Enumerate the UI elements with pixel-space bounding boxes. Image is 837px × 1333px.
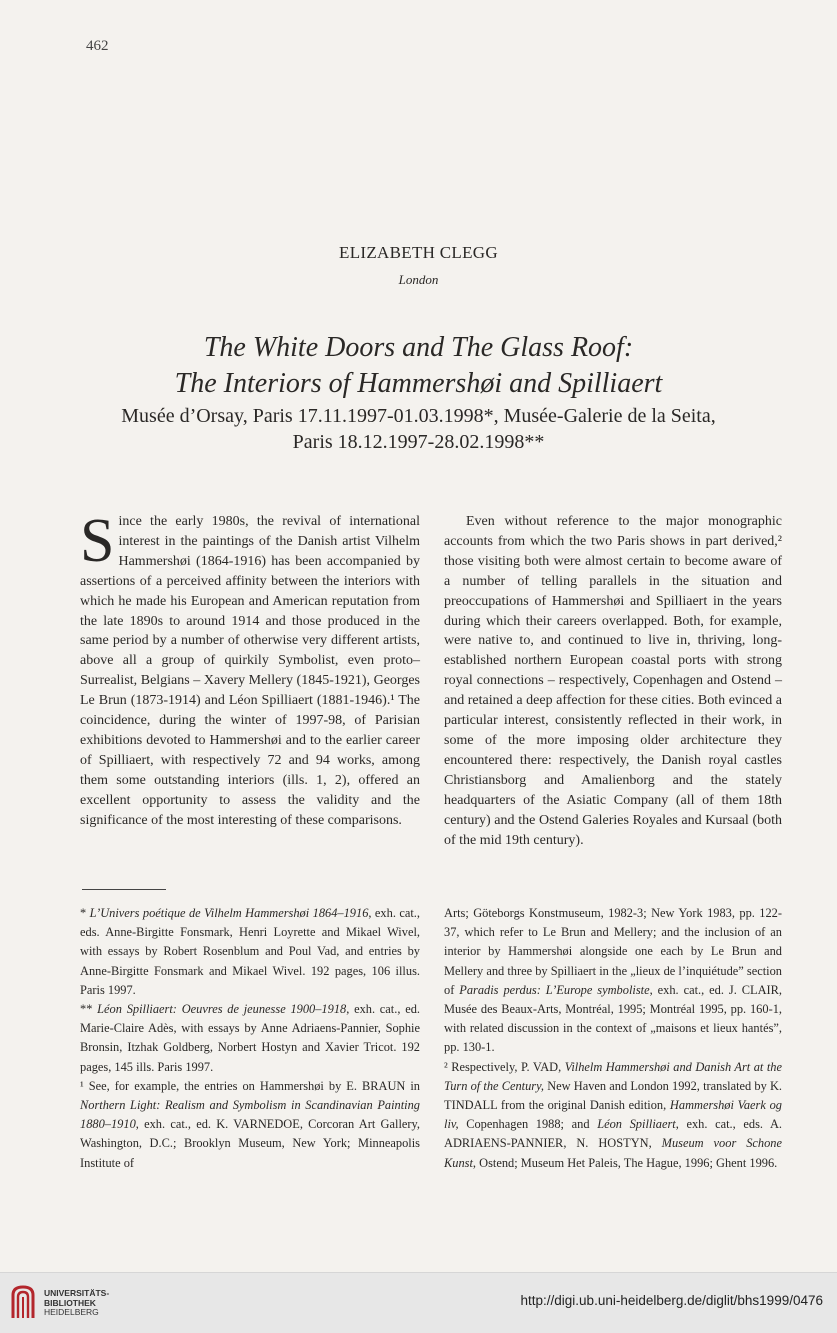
footnote-2: ² Respectively, P. VAD, Vilhelm Hammershøi and Danish Art at the Turn of the Century, New Haven and London 1992, translated by K. TINDALL from the original Danish edition, Hammershøi Vaerk og liv, Copenhagen 1988; and Léon Spilliaert, exh. cat., eds. A. ADRIAENS-PANNIER, N. HOSTYN, Museum voor Schone Kunst, Ostend; Museum Het Paleis, The Hague, 1996; Ghent 1996. — [444, 1059, 782, 1170]
footnote-1: ¹ See, for example, the entries on Hammershøi by E. BRAUN in Northern Light: Realism and Symbolism in Scandinavian Painting 1880–1910, exh. cat., ed. K. VARNEDOE, Corcoran Art Gallery, Washington, D.C.; Brooklyn Museum, New York; Minneapolis Institute of — [80, 1078, 420, 1170]
drop-cap: S — [80, 507, 115, 575]
footnote-1-continued: Arts; Göteborgs Konstmuseum, 1982-3; New York 1983, pp. 122-37, which refer to Le Brun and Mellery; and the inclusion of an interior by Hammershøi alongside one each by Le Brun and Mellery and three by Spilliaert in the „lieux de l’inquiétude” section of Paradis perdus: L’Europe symboliste, exh. cat., ed. J. CLAIR, Musée des Beaux-Arts, Montréal, 1995; Montréal 1995, pp. 160-1, with related discussion in the context of „maisons et lieux hantés”, pp. 130-1. — [444, 906, 783, 1055]
footnotes-right — [444, 904, 782, 1173]
author-affiliation: London — [398, 272, 439, 287]
university-library-logo-icon — [10, 1285, 36, 1319]
article-subtitle-line-1: Musée d’Orsay, Paris 17.11.1997-01.03.1998*, Musée-Galerie de la Seita, — [121, 405, 716, 427]
body-column-left — [80, 507, 420, 831]
footnote-divider — [82, 889, 166, 890]
page-number: 462 — [86, 38, 109, 54]
footnotes-left — [80, 904, 420, 1173]
article-subtitle-line-2: Paris 18.12.1997-28.02.1998** — [292, 431, 545, 453]
library-footer-bar — [0, 1272, 837, 1333]
permalink-url[interactable]: http://digi.ub.uni-heidelberg.de/diglit/bhs1999/0476 — [520, 1293, 823, 1308]
article-title-line-1: The White Doors and The Glass Roof: — [203, 332, 634, 363]
footnote-star: * L’Univers poétique de Vilhelm Hammershøi 1864–1916, exh. cat., eds. Anne-Birgitte Fonsmark, Henri Loyrette and Mikael Wivel, with essays by Robert Rosenblum and Poul Vad, and entries by Anne-Birgitte Fonsmark and Mikael Wivel. 192 pages, 106 illus. Paris 1997. — [80, 906, 420, 997]
university-library-logo-text: UNIVERSITÄTS- BIBLIOTHEK HEIDELBERG — [44, 1288, 110, 1317]
author-name: ELIZABETH CLEGG — [339, 243, 498, 262]
body-column-right — [444, 512, 782, 850]
body-right-text: Even without reference to the major monographic accounts from which the two Paris shows in part derived,² those visiting both were almost certain to become aware of a number of telling parallels in the situation and preoccupations of Hammershøi and Spilliaert in the years during which their careers overlapped. Both, for example, were native to, and continued to live in, thriving, long-established northern European coastal ports with strong royal connections – respectively, Copenhagen and Ostend – and retained a deep affection for these cities. Both evinced a particular interest, consistently reflected in their work, in some of the more imposing older architecture they encountered there: respectively, the Danish royal castles Christiansborg and Amalienborg and the stately headquarters of the Asiatic Company (all of them 18th century) and the Ostend Galeries Royales and Kursaal (both of the mid 19th century). — [444, 514, 782, 848]
body-left-text: ince the early 1980s, the revival of international interest in the paintings of the Danish artist Vilhelm Hammershøi (1864-1916) has been accompanied by assertions of a perceived affinity between the interiors with which he made his European and American reputation from the late 1890s to around 1914 and those produced in the same period by a number of otherwise very different artists, above all a group of quirkily Symbolist, even proto–Surrealist, Belgians – Xavery Mellery (1845-1921), Georges Le Brun (1873-1914) and Léon Spilliaert (1881-1946).¹ The coincidence, during the winter of 1997-98, of Parisian exhibitions devoted to Hammershøi and to the earlier career of Spilliaert, with respectively 72 and 94 works, among them some outstanding interiors (ills. 1, 2), offered an excellent opportunity to assess the validity and the significance of the most interesting of these comparisons. — [80, 514, 420, 828]
article-title-line-2: The Interiors of Hammershøi and Spilliaert — [174, 368, 663, 399]
footnote-double-star: ** Léon Spilliaert: Oeuvres de jeunesse 1900–1918, exh. cat., ed. Marie-Claire Adès, with essays by Anne Adriaens-Pannier, Sophie Bronsin, Itzhak Goldberg, Norbert Hostyn and Xavier Tricot. 192 pages, 145 ills. Paris 1997. — [80, 1002, 420, 1074]
